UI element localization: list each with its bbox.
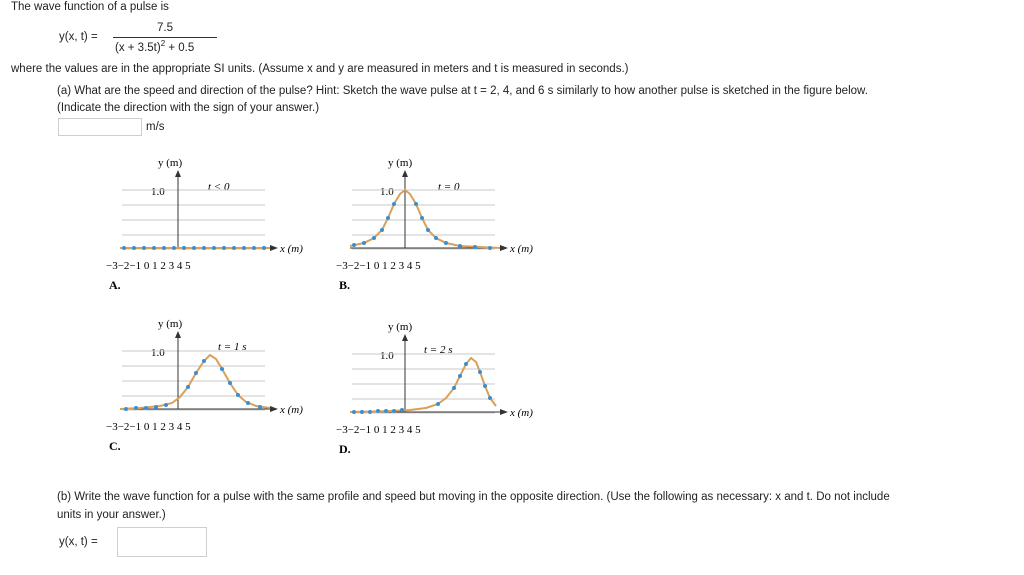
speed-unit-label: m/s: [146, 121, 165, 133]
equation-lhs: y(x, t) =: [59, 31, 98, 43]
speed-answer-input[interactable]: [58, 118, 142, 136]
graph-d-curve: [350, 358, 496, 412]
graph-a-xticks: −3−2−1 0 1 2 3 4 5: [106, 260, 191, 272]
graph-b-xlabel: x (m): [510, 243, 533, 255]
graph-a-y-arrow: [175, 170, 181, 177]
graph-b: [330, 152, 570, 296]
graph-b-ylabel: y (m): [388, 157, 413, 169]
graph-a-time-label: t < 0: [208, 181, 230, 193]
graph-b-xticks: −3−2−1 0 1 2 3 4 5: [336, 260, 421, 272]
part-b-lhs: y(x, t) =: [59, 536, 98, 548]
graph-b-x-arrow: [500, 245, 508, 251]
wave-function-answer-input[interactable]: [117, 527, 207, 557]
graph-c-ylabel: y (m): [158, 318, 183, 330]
graph-c-xlabel: x (m): [280, 404, 303, 416]
graph-c-xticks: −3−2−1 0 1 2 3 4 5: [106, 421, 191, 433]
intro-text: The wave function of a pulse is: [11, 1, 169, 13]
fraction-bar: [113, 37, 217, 38]
graph-b-ytick: 1.0: [380, 186, 394, 198]
equation-denominator: $(x + 3.5t)^2 + 0.5$: [115, 39, 195, 54]
graph-a-ytick: 1.0: [151, 186, 165, 198]
part-a-instruction: (Indicate the direction with the sign of your answer.): [57, 102, 320, 114]
graph-c-y-arrow: [175, 331, 181, 338]
graph-b-y-arrow: [402, 170, 408, 177]
graph-c-x-arrow: [270, 406, 278, 412]
graph-a-xlabel: x (m): [280, 243, 303, 255]
graph-c-curve: [120, 355, 270, 409]
graph-d-ylabel: y (m): [388, 321, 413, 333]
graph-c-label: C.: [109, 439, 121, 453]
graph-c-time-label: t = 1 s: [218, 341, 247, 353]
graph-d-grid: [352, 354, 495, 413]
graph-a-label: A.: [109, 278, 121, 292]
part-b-question-cont: units in your answer.): [57, 509, 166, 521]
graph-a-points: [122, 246, 266, 250]
graph-a-x-arrow: [270, 245, 278, 251]
graph-a-ylabel: y (m): [158, 157, 183, 169]
graph-d-time-label: t = 2 s: [424, 344, 453, 356]
equation-numerator: 7.5: [157, 22, 173, 34]
graph-d-xticks: −3−2−1 0 1 2 3 4 5: [336, 424, 421, 436]
graph-d-label: D.: [339, 442, 351, 456]
graph-d-ytick: 1.0: [380, 350, 394, 362]
graph-c: [100, 313, 340, 457]
graph-a: [100, 152, 340, 296]
graph-b-points: [352, 202, 492, 250]
graph-a-grid: [122, 190, 265, 249]
units-note: where the values are in the appropriate SI units. (Assume x and y are measured in meters and t is measured in seconds.): [11, 63, 629, 75]
graph-d-y-arrow: [402, 334, 408, 341]
graph-b-label: B.: [339, 278, 351, 292]
graph-d: [330, 316, 570, 460]
graph-d-x-arrow: [500, 409, 508, 415]
graph-d-xlabel: x (m): [510, 407, 533, 419]
part-b-question: (b) Write the wave function for a pulse with the same profile and speed but moving in the opposite direction. (Use the following as necessary: x and t. Do not include: [57, 491, 890, 503]
graph-c-ytick: 1.0: [151, 347, 165, 359]
part-a-question: (a) What are the speed and direction of the pulse? Hint: Sketch the wave pulse at t = 2, 4, and 6 s similarly to how another pulse is sketched in the figure below.: [57, 85, 868, 97]
graph-c-points: [124, 359, 262, 411]
graph-b-time-label: t = 0: [438, 181, 460, 193]
graph-d-points: [352, 362, 492, 414]
